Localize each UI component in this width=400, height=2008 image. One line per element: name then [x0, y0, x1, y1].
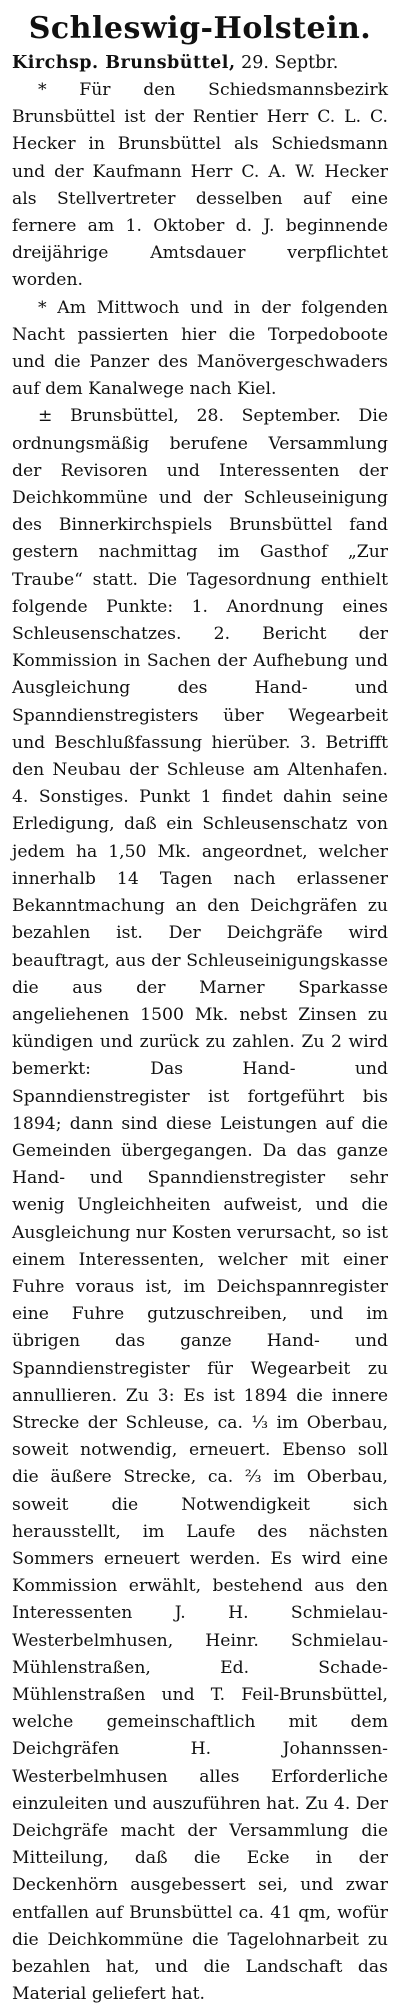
article-paragraph-versammlung: ± Brunsbüttel, 28. September. Die ordnungsmäßig berufene Versammlung der Revisoren und Interessenten der Deichkommüne und der Schleuseinigung des Binnerkirchspiels Brunsbüttel fand gestern nachmittag im Gasthof „Zur Traube“ statt. Die Tagesordnung enthielt folgende Punkte: 1. Anordnung eines Schleusenschatzes. 2. Bericht der Kommission in Sachen der Aufhebung und Ausgleichung des Hand- und Spanndienstregisters über Wegearbeit und Beschlußfassung hierüber. 3. Betrifft den Neubau der Schleuse am Altenhafen. 4. Sonstiges. Punkt 1 findet dahin seine Erledigung, daß ein Schleusenschatz von jedem ha 1,50 Mk. angeordnet, welcher innerhalb 14 Tagen nach erlassener Bekanntmachung an den Deichgräfen zu bezahlen ist. Der Deichgräfe wird beauftragt, aus der Schleuseinigungskasse die aus der Marner Sparkasse angeliehenen 1500 Mk. nebst Zinsen zu kündigen und zurück zu zahlen. Zu 2 wird bemerkt: Das Hand- und Spanndienstregister ist fortgeführt bis 1894; dann sind diese Leistungen auf die Gemeinden übergegangen. Da das ganze Hand- und Spanndienstregister sehr wenig Ungleichheiten aufweist, und die Ausgleichung nur Kosten verursacht, so ist einem Interessenten, welcher mit einer Fuhre voraus ist, im Deichspannregister eine Fuhre gutzuschreiben, und im übrigen das ganze Hand- und Spanndienstregister für Wegearbeit zu annullieren. Zu 3: Es ist 1894 die innere Strecke der Schleuse, ca. ⅓ im Oberbau, soweit notwendig, erneuert. Ebenso soll die äußere Strecke, ca. ⅔ im Oberbau, soweit die Notwendigkeit sich herausstellt, im Laufe des nächsten Sommers erneuert werden. Es wird eine Kommission erwählt, bestehend aus den Interessenten J. H. Schmielau-Westerbelmhusen, Heinr. Schmielau-Mühlenstraßen, Ed. Schade-Mühlenstraßen und T. Feil-Brunsbüttel, welche gemeinschaftlich mit dem Deichgräfen H. Johannssen-Westerbelmhusen alles Erforderliche einzuleiten und auszuführen hat. Zu 4. Der Deichgräfe macht der Versammlung die Mitteilung, daß die Ecke in der Deckenhörn ausgebessert sei, und zwar entfallen auf Brunsbüttel ca. 41 qm, wofür die Deichkommüne die Tagelohnarbeit zu bezahlen hat, und die Landschaft das Material geliefert hat. — [12, 406, 388, 2005]
article-paragraph-torpedoboote: * Am Mittwoch und in der folgenden Nacht passierten hier die Torpedoboote und die Panzer des Manövergeschwaders auf dem Kanalwege nach Kiel. — [12, 297, 388, 400]
dateline-date: 29. Septbr. — [241, 53, 339, 73]
section-heading: Schleswig-Holstein. — [28, 11, 372, 46]
dateline — [12, 50, 388, 77]
dateline-place: Kirchsp. Brunsbüttel, — [12, 53, 236, 73]
article-paragraph-schiedsmann: * Für den Schiedsmannsbezirk Brunsbüttel ist der Rentier Herr C. L. C. Hecker in Brunsbüttel als Schiedsmann und der Kaufmann Herr C. A. W. Hecker als Stellvertreter desselben auf eine fernere am 1. Oktober d. J. beginnende dreijährige Amtsdauer verpflichtet worden. — [12, 80, 388, 291]
